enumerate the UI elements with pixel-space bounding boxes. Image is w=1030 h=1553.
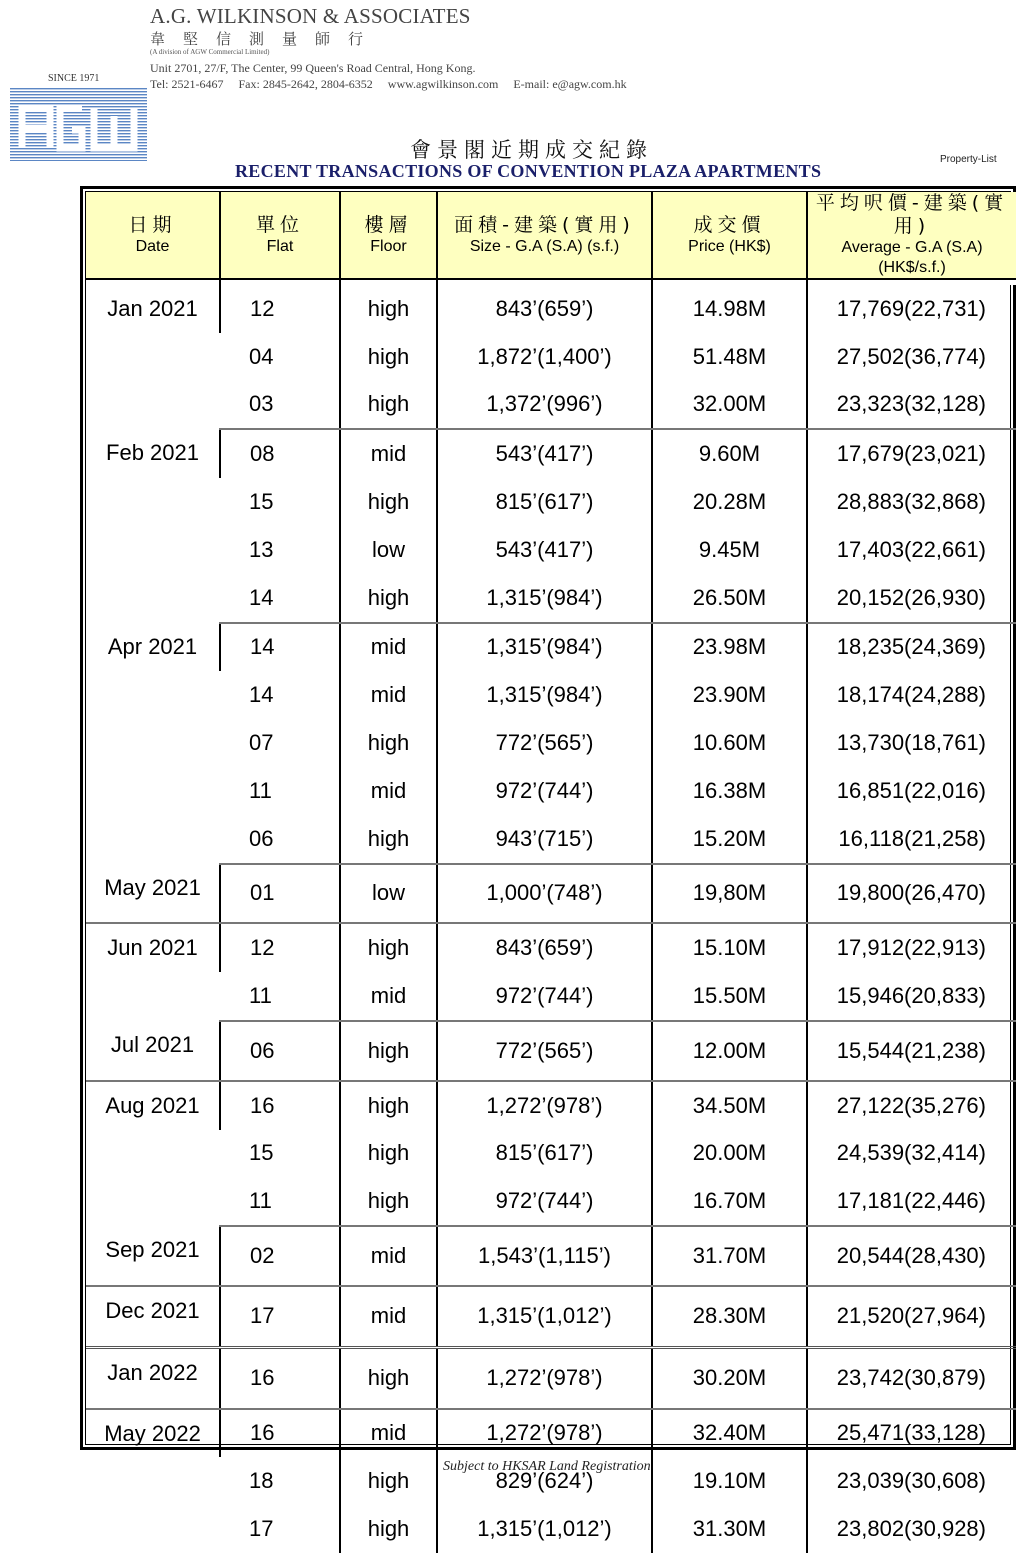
- flat-cell: 07: [249, 730, 274, 756]
- average-cell: 23,742(30,879): [807, 1347, 1016, 1408]
- size-cell: 972’(744’): [437, 767, 652, 815]
- average-cell: 21,520(27,964): [807, 1286, 1016, 1347]
- table-row: [86, 526, 1016, 574]
- floor-cell: high: [340, 574, 437, 623]
- size-cell: 543’(417’): [437, 429, 652, 478]
- transactions-table: [86, 192, 1016, 1553]
- price-cell: 12.00M: [652, 1021, 807, 1081]
- table-row: [86, 574, 1016, 623]
- price-cell: 23.98M: [652, 623, 807, 672]
- size-cell: 843’(659’): [437, 923, 652, 972]
- price-cell: 9.45M: [652, 526, 807, 574]
- flat-cell: 16: [220, 1347, 340, 1408]
- table-row: [86, 1226, 1016, 1286]
- floor-cell: mid: [340, 429, 437, 478]
- size-cell: 943’(715’): [437, 815, 652, 864]
- table-row: [86, 1130, 1016, 1178]
- date-cell: May 2021: [86, 864, 220, 924]
- price-cell: 20.00M: [652, 1130, 807, 1178]
- size-cell: 772’(565’): [437, 719, 652, 767]
- price-cell: 30.20M: [652, 1347, 807, 1408]
- price-cell: 20.28M: [652, 478, 807, 526]
- size-cell: 1,315’(984’): [437, 623, 652, 672]
- average-cell: 27,122(35,276): [807, 1081, 1016, 1130]
- size-cell: 1,372’(996’): [437, 381, 652, 430]
- price-cell: 10.60M: [652, 719, 807, 767]
- table-row: [86, 864, 1016, 924]
- table-row: [86, 1081, 1016, 1130]
- price-cell: 15.20M: [652, 815, 807, 864]
- floor-cell: high: [340, 333, 437, 381]
- date-cell: Jan 2021: [107, 296, 198, 321]
- flat-cell: 15: [249, 489, 274, 515]
- flat-cell: 16: [220, 1081, 340, 1130]
- flat-cell: 14: [249, 682, 274, 708]
- floor-cell: high: [340, 1347, 437, 1408]
- floor-cell: low: [340, 526, 437, 574]
- floor-cell: mid: [340, 1286, 437, 1347]
- table-row: [86, 623, 1016, 672]
- floor-cell: mid: [340, 1409, 437, 1458]
- price-cell: 15.50M: [652, 972, 807, 1021]
- average-cell: 13,730(18,761): [807, 719, 1016, 767]
- table-row: [86, 1409, 1016, 1458]
- price-cell: 19.10M: [652, 1457, 807, 1505]
- price-cell: 19,80M: [652, 864, 807, 924]
- table-row: [86, 285, 1016, 333]
- since-label: SINCE 1971: [48, 73, 100, 84]
- header-price: 成交價 Price (HK$): [652, 192, 807, 279]
- table-row: [86, 815, 1016, 864]
- date-cell: Sep 2021: [86, 1226, 220, 1286]
- average-cell: 24,539(32,414): [807, 1130, 1016, 1178]
- flat-cell: 04: [249, 343, 274, 369]
- floor-cell: high: [340, 381, 437, 430]
- size-cell: 1,272’(978’): [437, 1081, 652, 1130]
- floor-cell: low: [340, 864, 437, 924]
- size-cell: 843’(659’): [437, 285, 652, 333]
- flat-cell: 11: [220, 1177, 340, 1226]
- size-cell: 1,315’(1,012’): [437, 1286, 652, 1347]
- size-cell: 972’(744’): [437, 1177, 652, 1226]
- company-contact: Tel: 2521-6467 Fax: 2845-2642, 2804-6352 www.agwilkinson.com E-mail: e@agw.com.hk: [150, 77, 627, 91]
- average-cell: 17,769(22,731): [807, 285, 1016, 333]
- average-cell: 25,471(33,128): [807, 1409, 1016, 1458]
- average-cell: 20,544(28,430): [807, 1226, 1016, 1286]
- flat-cell: 17: [249, 1516, 274, 1542]
- average-cell: 17,912(22,913): [807, 923, 1016, 972]
- title-chinese: 會景閣近期成交紀錄: [410, 138, 653, 162]
- average-cell: 23,802(30,928): [807, 1505, 1016, 1553]
- flat-cell: 02: [220, 1226, 340, 1286]
- floor-cell: mid: [340, 623, 437, 672]
- size-cell: 1,315’(1,012’): [437, 1505, 652, 1553]
- flat-cell: 16: [220, 1409, 340, 1458]
- floor-cell: high: [340, 719, 437, 767]
- average-cell: 15,946(20,833): [807, 972, 1016, 1021]
- floor-cell: mid: [340, 671, 437, 719]
- table-header-row: [86, 192, 1016, 279]
- flat-cell: 11: [220, 972, 340, 1021]
- floor-cell: high: [340, 1081, 437, 1130]
- flat-cell: 14: [220, 623, 340, 672]
- size-cell: 972’(744’): [437, 972, 652, 1021]
- size-cell: 1,272’(978’): [437, 1347, 652, 1408]
- header-size: 面積-建築(實用) Size - G.A (S.A) (s.f.): [437, 192, 652, 279]
- table-row: [86, 767, 1016, 815]
- price-cell: 16.70M: [652, 1177, 807, 1226]
- price-cell: 32.40M: [652, 1409, 807, 1458]
- price-cell: 51.48M: [652, 333, 807, 381]
- size-cell: 815’(617’): [437, 1130, 652, 1178]
- price-cell: 16.38M: [652, 767, 807, 815]
- price-cell: 31.30M: [652, 1505, 807, 1553]
- size-cell: 772’(565’): [437, 1021, 652, 1081]
- title-english: RECENT TRANSACTIONS OF CONVENTION PLAZA APARTMENTS: [235, 161, 822, 181]
- size-cell: 1,000’(748’): [437, 864, 652, 924]
- flat-cell: 08: [220, 429, 340, 478]
- price-cell: 28.30M: [652, 1286, 807, 1347]
- average-cell: 17,403(22,661): [807, 526, 1016, 574]
- floor-cell: high: [340, 1177, 437, 1226]
- date-cell: Jan 2022: [86, 1347, 220, 1408]
- size-cell: 829’(624’): [437, 1457, 652, 1505]
- agw-logo: [10, 88, 147, 161]
- price-cell: 23.90M: [652, 671, 807, 719]
- floor-cell: high: [340, 815, 437, 864]
- floor-cell: high: [340, 1505, 437, 1553]
- average-cell: 15,544(21,238): [807, 1021, 1016, 1081]
- floor-cell: high: [340, 923, 437, 972]
- price-cell: 15.10M: [652, 923, 807, 972]
- header-flat: 單位 Flat: [220, 192, 340, 279]
- table-row: [86, 923, 1016, 972]
- date-cell: May 2022: [104, 1420, 201, 1446]
- size-cell: 1,543’(1,115’): [437, 1226, 652, 1286]
- price-cell: 34.50M: [652, 1081, 807, 1130]
- floor-cell: mid: [340, 1226, 437, 1286]
- flat-cell: 17: [220, 1286, 340, 1347]
- size-cell: 1,315’(984’): [437, 574, 652, 623]
- average-cell: 23,039(30,608): [807, 1457, 1016, 1505]
- date-cell: Feb 2021: [106, 440, 199, 466]
- flat-cell: 12: [220, 923, 340, 972]
- header-average: 平均呎價-建築(實用) Average - G.A (S.A) (HK$/s.f.): [807, 192, 1016, 279]
- date-cell: Aug 2021: [105, 1092, 200, 1118]
- table-row: [86, 478, 1016, 526]
- table-row: [86, 671, 1016, 719]
- table-row: [86, 429, 1016, 478]
- header-date: 日期 Date: [86, 192, 220, 279]
- average-cell: 27,502(36,774): [807, 333, 1016, 381]
- property-list-label: Property-List: [940, 154, 997, 165]
- flat-cell: 11: [249, 777, 272, 803]
- size-cell: 1,872’(1,400’): [437, 333, 652, 381]
- date-cell: Dec 2021: [86, 1286, 220, 1347]
- average-cell: 20,152(26,930): [807, 574, 1016, 623]
- average-cell: 19,800(26,470): [807, 864, 1016, 924]
- table-row: [86, 1286, 1016, 1347]
- table-row: [86, 381, 1016, 430]
- price-cell: 9.60M: [652, 429, 807, 478]
- table-row: [86, 1505, 1016, 1553]
- flat-cell: 01: [220, 864, 340, 924]
- price-cell: 32.00M: [652, 381, 807, 430]
- flat-cell: 03: [220, 381, 340, 430]
- size-cell: 1,272’(978’): [437, 1409, 652, 1458]
- date-cell: Jul 2021: [86, 1021, 220, 1081]
- floor-cell: high: [340, 1457, 437, 1505]
- average-cell: 16,851(22,016): [807, 767, 1016, 815]
- date-cell: Jun 2021: [107, 935, 198, 961]
- footer-note: Subject to HKSAR Land Registration: [443, 1459, 651, 1474]
- header-floor: 樓層 Floor: [340, 192, 437, 279]
- table-row: [86, 1347, 1016, 1408]
- flat-cell: 15: [249, 1140, 274, 1166]
- floor-cell: high: [340, 1021, 437, 1081]
- table-row: [86, 972, 1016, 1021]
- size-cell: 543’(417’): [437, 526, 652, 574]
- average-cell: 17,181(22,446): [807, 1177, 1016, 1226]
- floor-cell: high: [340, 478, 437, 526]
- average-cell: 16,118(21,258): [807, 815, 1016, 864]
- average-cell: 17,679(23,021): [807, 429, 1016, 478]
- table-row: [86, 719, 1016, 767]
- size-cell: 1,315’(984’): [437, 671, 652, 719]
- transactions-body: [86, 285, 1016, 1553]
- company-name: A.G. WILKINSON & ASSOCIATES: [150, 4, 471, 28]
- floor-cell: high: [340, 285, 437, 333]
- flat-cell: 06: [220, 1021, 340, 1081]
- flat-cell: 13: [249, 536, 274, 562]
- company-name-chinese: 韋堅信測量師行: [150, 30, 382, 48]
- table-row: [86, 333, 1016, 381]
- flat-cell: 12: [220, 285, 340, 333]
- flat-cell: 18: [249, 1468, 274, 1494]
- flat-cell: 06: [220, 815, 340, 864]
- flat-cell: 14: [220, 574, 340, 623]
- floor-cell: high: [340, 1130, 437, 1178]
- average-cell: 18,235(24,369): [807, 623, 1016, 672]
- company-address: Unit 2701, 27/F, The Center, 99 Queen's Road Central, Hong Kong.: [150, 61, 476, 75]
- floor-cell: mid: [340, 767, 437, 815]
- average-cell: 28,883(32,868): [807, 478, 1016, 526]
- table-row: [86, 1021, 1016, 1081]
- price-cell: 14.98M: [652, 285, 807, 333]
- price-cell: 26.50M: [652, 574, 807, 623]
- average-cell: 18,174(24,288): [807, 671, 1016, 719]
- size-cell: 815’(617’): [437, 478, 652, 526]
- price-cell: 31.70M: [652, 1226, 807, 1286]
- date-cell: Apr 2021: [107, 633, 198, 659]
- table-row: [86, 1177, 1016, 1226]
- floor-cell: mid: [340, 972, 437, 1021]
- average-cell: 23,323(32,128): [807, 381, 1016, 430]
- company-division: (A division of AGW Commercial Limited): [150, 48, 270, 56]
